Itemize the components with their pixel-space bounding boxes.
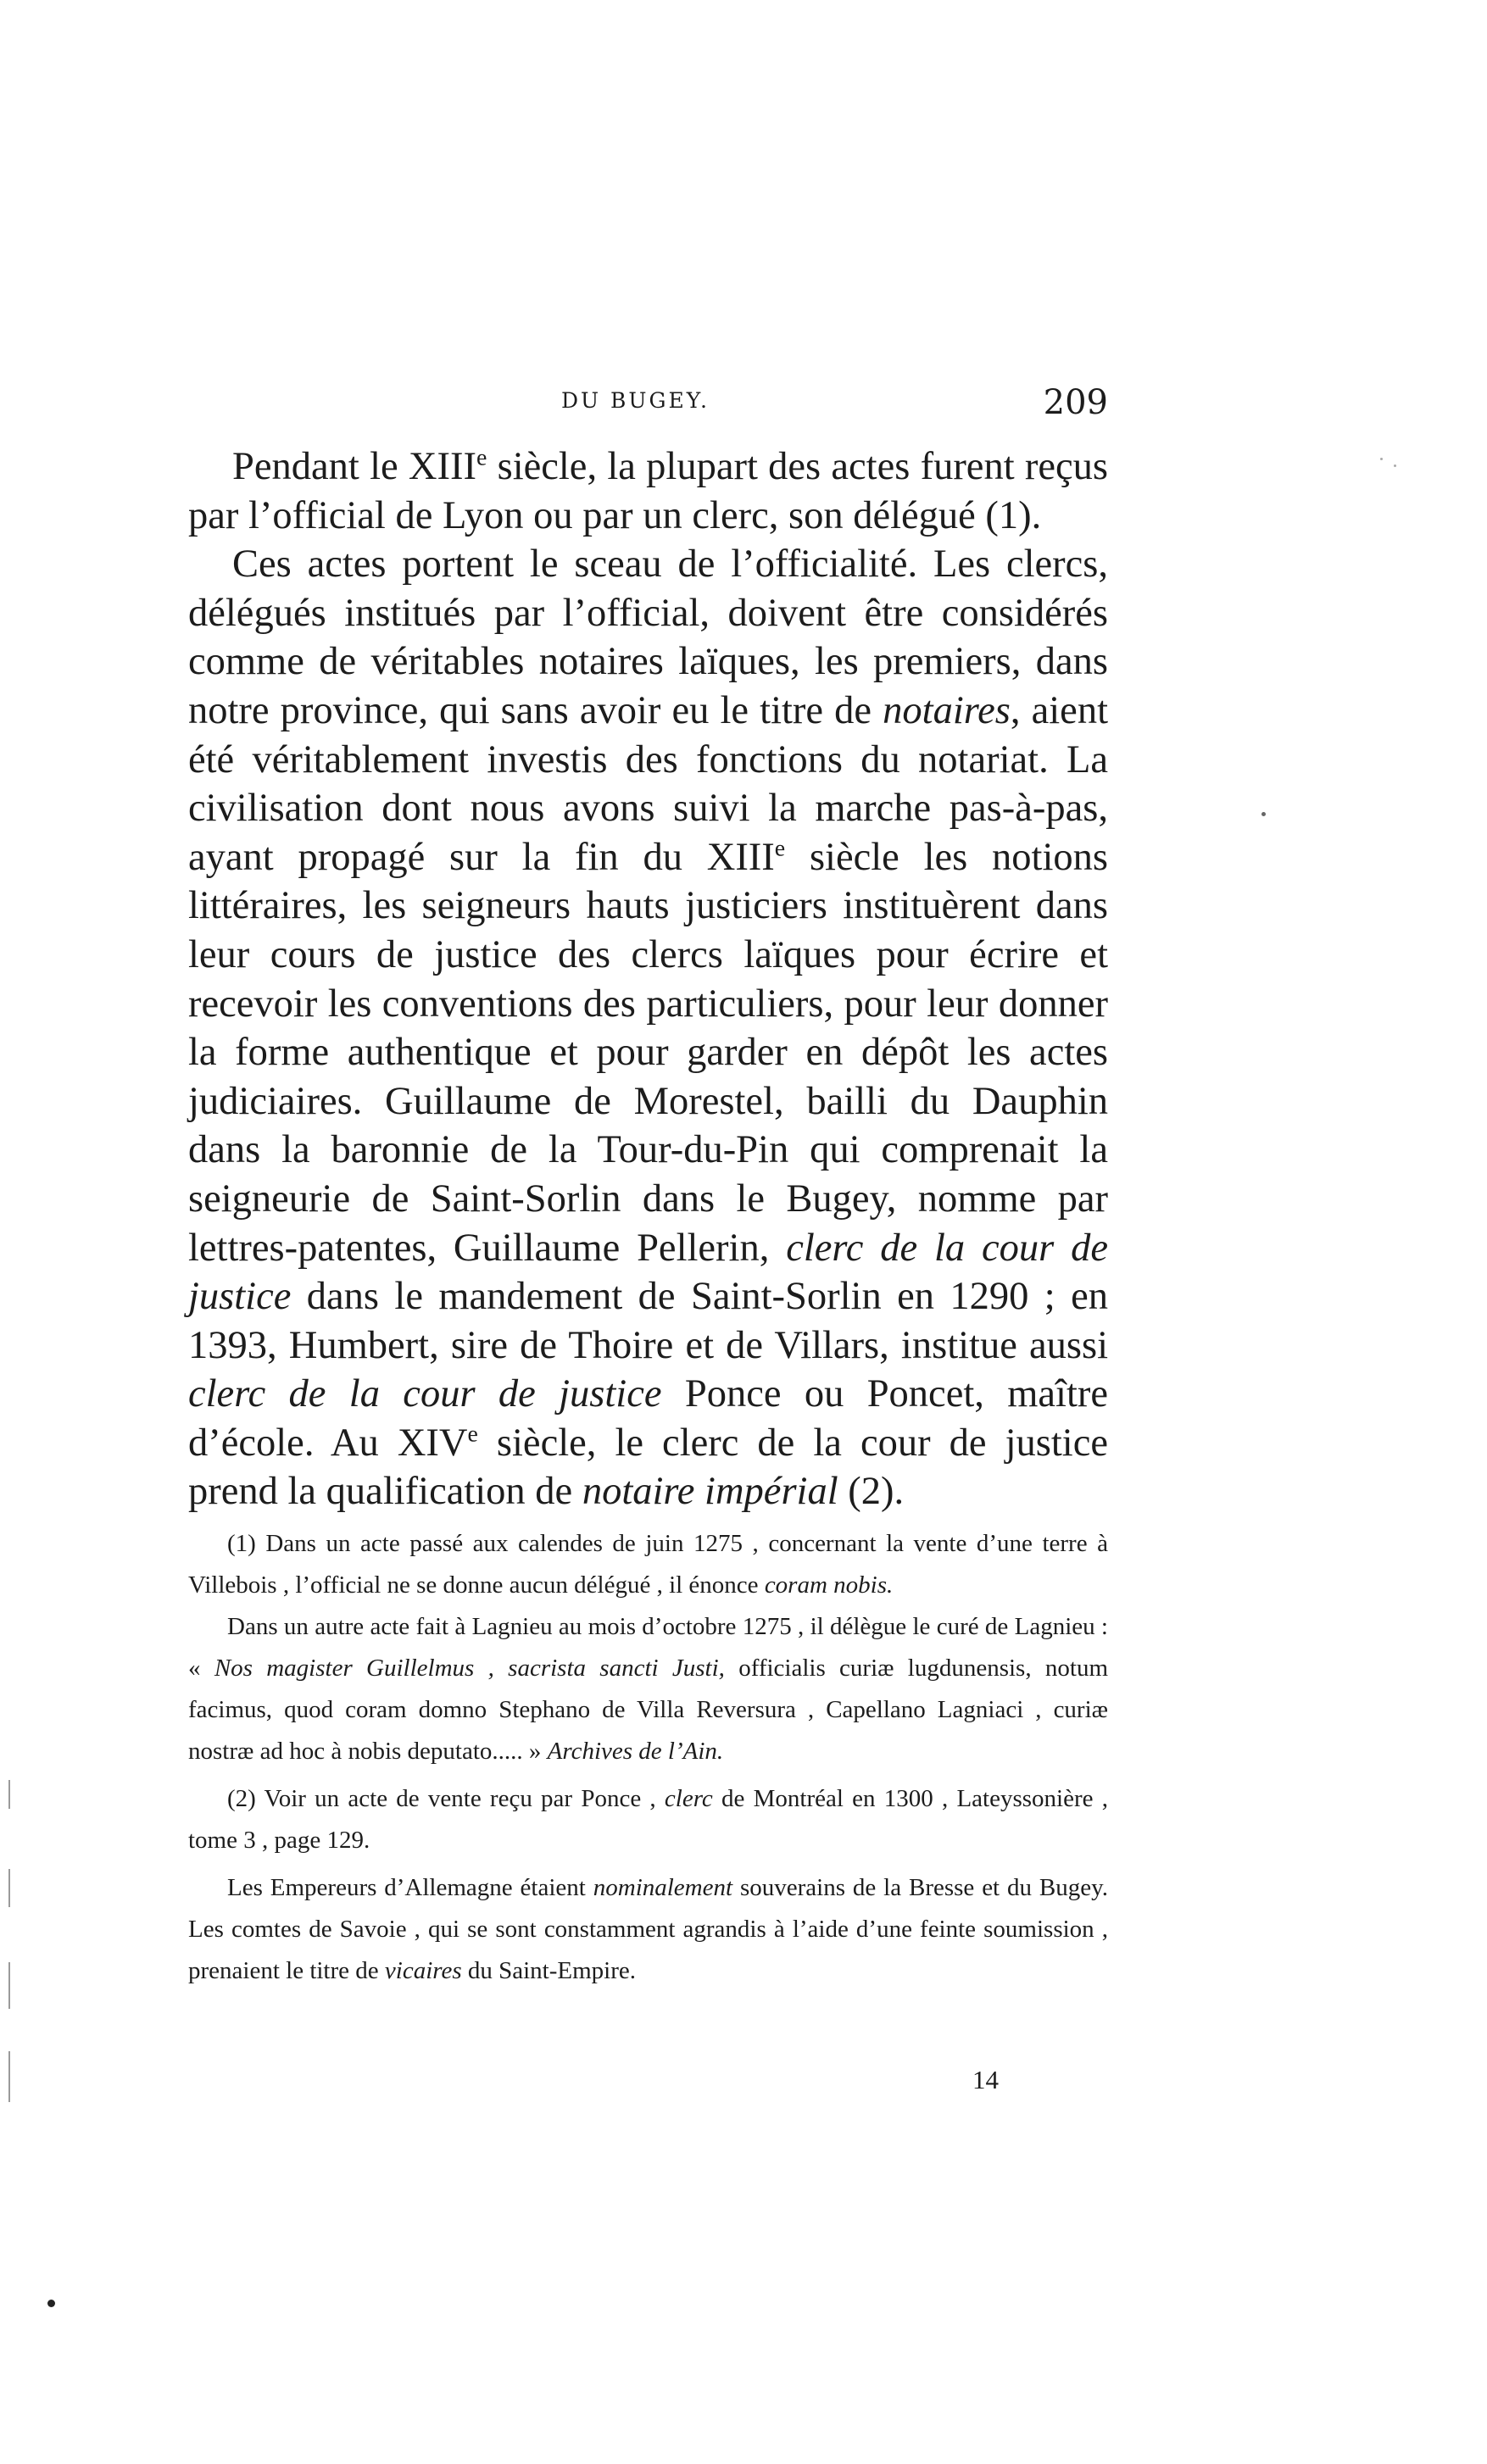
main-text (188, 442, 1108, 1516)
italic-run: Nos magister Guillelmus , sacrista sancti Justi, (214, 1655, 725, 1682)
margin-line (8, 1780, 10, 1809)
footnotes (188, 1523, 1108, 1992)
text-run: Pendant le XIII (232, 445, 476, 488)
paragraph-2 (188, 540, 1108, 1516)
scan-speck (1261, 812, 1266, 816)
italic-run: notaire impérial (582, 1470, 838, 1514)
text-run: officialis curiæ lugdunensis, notum facimus, quod coram domno Stephano de Villa Reversura , Capellano Lagniaci , curiæ nostræ ad hoc à nobis deputato..... » (188, 1655, 1109, 1765)
text-run: de Montréal en 1300 , Lateyssonière , tome 3 , page 129. (188, 1785, 1108, 1854)
footnote-2-continued (188, 1867, 1108, 1992)
italic-run: clerc de la cour de justice (188, 1226, 1108, 1319)
text-run: siècle, le clerc de la cour de justice prend la qualification de (188, 1421, 1108, 1514)
scan-speck (1394, 464, 1396, 467)
text-run: , aient été véritablement investis des fonctions du notariat. La civilisation dont nous avons suivi la marche pas-à-pas, ayant propagé sur la fin du XIII (188, 688, 1108, 879)
text-run: Ces actes portent le sceau de l’officialité. Les clercs, délégués institués par l’official, doivent être considérés comme de véritables notaires laïques, les premiers, dans notre province, qui sans avoir eu le titre de (188, 542, 1108, 732)
signature-mark: 14 (972, 2065, 999, 2094)
margin-line (8, 1869, 10, 1907)
text-run: siècle, la plupart des actes furent reçus par l’official de Lyon ou par un clerc, son délégué (1). (188, 445, 1108, 537)
text-run: (2) Voir un acte de vente reçu par Ponce , (227, 1785, 665, 1812)
page-header (188, 383, 1108, 434)
text-run: (1) Dans un acte passé aux calendes de juin 1275 , concernant la vente d’une terre à Villebois , l’official ne se donne aucun délégué , il énonce (188, 1530, 1108, 1599)
running-title: DU BUGEY. (561, 388, 710, 413)
scan-speck (47, 2300, 55, 2307)
footnote-2 (188, 1778, 1108, 1861)
paragraph-1 (188, 442, 1108, 540)
italic-run: coram nobis. (764, 1571, 894, 1599)
italic-run: notaires (883, 688, 1011, 732)
italic-run: Archives de l’Ain. (547, 1738, 724, 1765)
italic-run: vicaires (384, 1957, 462, 1984)
page-number: 209 (1043, 383, 1108, 422)
superscript: e (774, 835, 786, 862)
text-run: (2). (838, 1470, 905, 1514)
superscript: e (467, 1421, 478, 1448)
superscript: e (476, 444, 487, 471)
text-run: du Saint-Empire. (461, 1957, 637, 1984)
margin-line (8, 1962, 10, 2009)
text-run: souverains de la Bresse et du Bugey. Les comtes de Savoie , qui se sont constamment agrandis à l’aide d’une feinte soumission , prenaient le titre de (188, 1874, 1108, 1984)
footnote-1-continued (188, 1606, 1108, 1772)
text-run: Dans un autre acte fait à Lagnieu au mois d’octobre 1275 , il délègue le curé de Lagnieu : « (188, 1613, 1108, 1682)
margin-line (8, 2051, 10, 2102)
italic-run: nominalement (593, 1874, 733, 1901)
italic-run: clerc (664, 1785, 713, 1812)
text-run: dans le mandement de Saint-Sorlin en 1290 ; en 1393, Humbert, sire de Thoire et de Villars, institue aussi (188, 1275, 1108, 1367)
text-run: Les Empereurs d’Allemagne étaient (227, 1874, 593, 1901)
footnote-1 (188, 1523, 1108, 1606)
text-run: Ponce ou Poncet, maître d’école. Au XIV (188, 1372, 1108, 1465)
italic-run: clerc de la cour de justice (188, 1372, 662, 1416)
text-run: siècle les notions littéraires, les seigneurs hauts justiciers instituèrent dans leur cours de justice des clercs laïques pour écrire et recevoir les conventions des particuliers, pour leur donner la forme authentique et pour garder en dépôt les actes judiciaires. Guillaume de Morestel, bailli du Dauphin dans la baronnie de la Tour-du-Pin qui comprenait la seigneurie de Saint-Sorlin dans le Bugey, nomme par lettres-patentes, Guillaume Pellerin, (188, 835, 1108, 1270)
scan-speck (1380, 458, 1383, 460)
